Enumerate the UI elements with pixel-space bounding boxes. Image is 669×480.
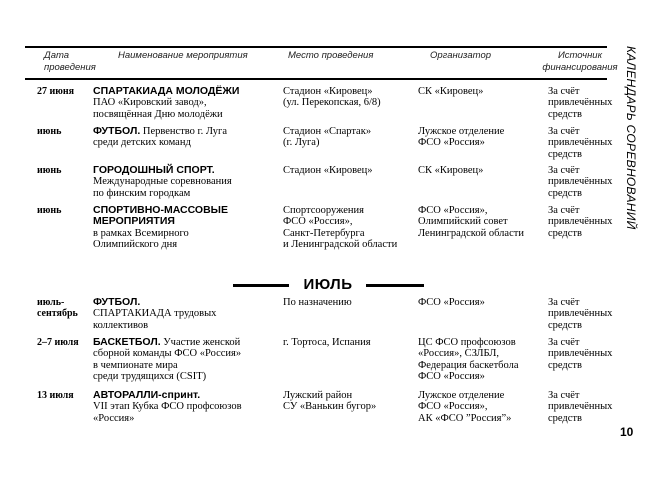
row-funding: За счёт привлечённых средств (548, 165, 613, 199)
row-place: Лужский район СУ «Ванькин бугор» (283, 390, 377, 413)
row-event-desc: СПАРТАКИАДА трудовых коллективов (93, 308, 217, 331)
month-title: ИЮЛЬ (303, 276, 353, 293)
header-top-rule (25, 46, 607, 48)
row-date: 27 июня (37, 86, 75, 97)
row-event (93, 390, 283, 424)
row-date: июль- сентябрь (37, 297, 78, 320)
row-event-title: АВТОРАЛЛИ-спринт. (93, 389, 201, 401)
row-date: 2–7 июля (37, 337, 79, 348)
row-place: Стадион «Кировец» (ул. Перекопская, 6/8) (283, 86, 381, 109)
month-rule-left (233, 284, 289, 287)
row-event-desc: Первенство г. Луга среди детских команд (93, 126, 228, 149)
row-funding: За счёт привлечённых средств (548, 126, 613, 160)
side-title: КАЛЕНДАРЬ СОРЕВНОВАНИЙ (624, 46, 638, 230)
row-event-title: СПОРТИВНО-МАССОВЫЕ МЕРОПРИЯТИЯ (93, 204, 228, 228)
row-event (93, 86, 283, 120)
header-organizer: Организатор (430, 50, 492, 61)
row-organizer: ФСО «Россия» (418, 297, 485, 308)
row-funding: За счёт привлечённых средств (548, 297, 613, 331)
row-event (93, 165, 283, 199)
row-organizer: Лужское отделение ФСО «Россия» (418, 126, 505, 149)
header-place: Место проведения (288, 50, 374, 61)
row-event-title: БАСКЕТБОЛ. (93, 336, 161, 348)
row-event-title: ФУТБОЛ. (93, 296, 141, 308)
row-funding: За счёт привлечённых средств (548, 205, 613, 239)
row-event-desc: Участие женской сборной команды ФСО «Россия» в чемпионате мира среди трудящихся (CSIT) (93, 337, 242, 383)
row-funding: За счёт привлечённых средств (548, 390, 613, 424)
header-date: Дата проведения (44, 50, 96, 73)
month-divider (0, 276, 620, 294)
row-organizer: ЦС ФСО профсоюзов «Россия», СЗЛБЛ, Федерация баскетбола ФСО «Россия» (418, 337, 519, 383)
row-organizer: СК «Кировец» (418, 86, 484, 97)
row-place: г. Тортоса, Испания (283, 337, 371, 348)
row-event-desc: VII этап Кубка ФСО профсоюзов «Россия» (93, 401, 242, 424)
header-funding: Источник финансирования (542, 50, 618, 73)
row-organizer: ФСО «Россия», Олимпийский совет Ленинградской области (418, 205, 524, 239)
row-place: Спортсооружения ФСО «Россия», Санкт-Петербурга и Ленинградской области (283, 205, 398, 251)
row-date: июнь (37, 126, 62, 137)
row-place: По назначению (283, 297, 352, 308)
row-organizer: Лужское отделение ФСО «Россия», АК «ФСО ”Россия”» (418, 390, 512, 424)
row-event-title: ГОРОДОШНЫЙ СПОРТ. (93, 164, 215, 176)
row-event-desc: ПАО «Кировский завод», посвящённая Дню молодёжи (93, 97, 223, 120)
page-number: 10 (620, 425, 634, 439)
row-funding: За счёт привлечённых средств (548, 337, 613, 371)
row-date: июнь (37, 205, 62, 216)
row-event (93, 297, 283, 331)
row-date: 13 июля (37, 390, 74, 401)
row-place: Стадион «Спартак» (г. Луга) (283, 126, 372, 149)
row-event-title: СПАРТАКИАДА МОЛОДЁЖИ (93, 85, 240, 97)
row-event-title: ФУТБОЛ. (93, 125, 141, 137)
row-event-desc: в рамках Всемирного Олимпийского дня (93, 227, 189, 251)
header-bottom-rule (25, 78, 607, 80)
row-organizer: СК «Кировец» (418, 165, 484, 176)
row-event (93, 205, 283, 251)
row-event (93, 126, 283, 149)
month-rule-right (366, 284, 424, 287)
header-event: Наименование мероприятия (118, 50, 248, 61)
row-event (93, 337, 283, 383)
row-funding: За счёт привлечённых средств (548, 86, 613, 120)
row-event-desc: Международные соревнования по финским городкам (93, 176, 232, 199)
row-date: июнь (37, 165, 62, 176)
row-place: Стадион «Кировец» (283, 165, 373, 176)
